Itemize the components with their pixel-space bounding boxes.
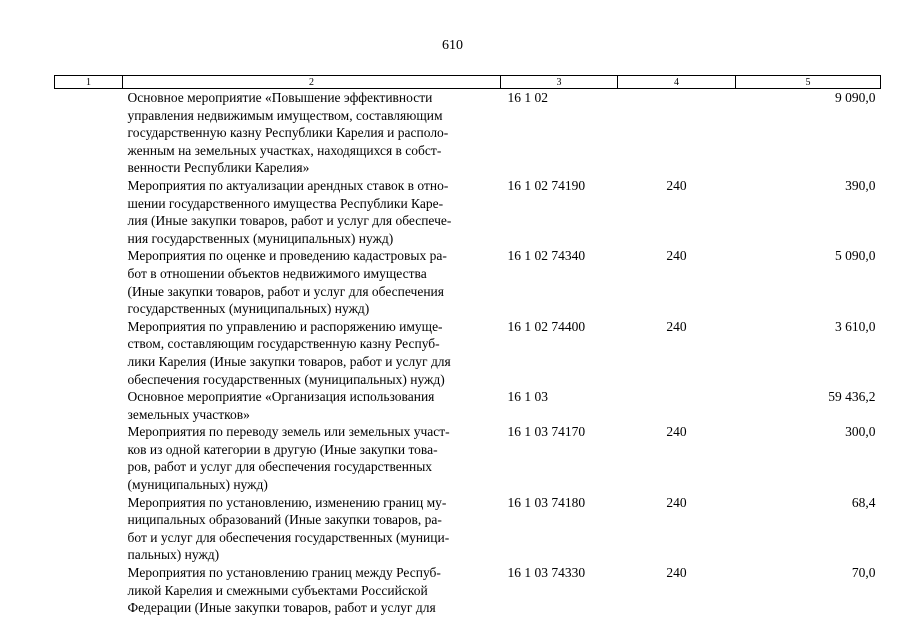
row-amount: 3 610,0: [835, 318, 876, 334]
row-code: 16 1 03 74180: [507, 494, 586, 510]
row-code: 16 1 03 74330: [507, 565, 586, 581]
table-row: [55, 494, 881, 564]
description-line: шении государственного имущества Республики Каре-: [127, 195, 444, 211]
row-number-cell: [55, 423, 123, 493]
description-line: ков из одной категории в другую (Иные закупки това-: [127, 441, 438, 457]
row-expense-type: 240: [666, 318, 687, 334]
row-expense-type: 240: [666, 494, 687, 510]
row-expense-type: 240: [666, 424, 687, 440]
row-number-cell: [55, 318, 123, 388]
budget-table: [54, 75, 881, 617]
row-amount: 9 090,0: [835, 90, 876, 105]
table-row: [55, 247, 881, 317]
description-line: (муниципальных) нужд): [127, 477, 268, 493]
row-description: [123, 177, 501, 247]
description-line: (Иные закупки товаров, работ и услуг для обеспечения: [127, 283, 444, 299]
row-code: 16 1 03 74170: [507, 424, 586, 440]
description-line: женным на земельных участках, находящихся в собст-: [127, 142, 442, 158]
description-line: бот и услуг для обеспечения государственных (муници-: [127, 529, 450, 545]
description-line: земельных участков»: [127, 406, 250, 422]
row-number-cell: [55, 494, 123, 564]
table-row: [55, 89, 881, 177]
table-row: [55, 318, 881, 388]
row-code: 16 1 02 74340: [507, 248, 586, 264]
row-code: 16 1 02 74400: [507, 318, 586, 334]
row-description: [123, 318, 501, 388]
description-line: Мероприятия по управлению и распоряжению имуще-: [127, 318, 443, 334]
header-col-1: 1: [55, 76, 123, 89]
header-col-3: 3: [501, 76, 618, 89]
row-amount: 59 436,2: [828, 389, 876, 405]
description-line: Федерации (Иные закупки товаров, работ и услуг для: [127, 600, 436, 616]
row-expense-type: [618, 388, 736, 423]
table-row: [55, 177, 881, 247]
row-description: [123, 494, 501, 564]
row-amount: 300,0: [845, 424, 876, 440]
row-number-cell: [55, 177, 123, 247]
description-line: Мероприятия по установлению границ между Респуб-: [127, 565, 441, 581]
header-row: [55, 76, 881, 89]
description-line: пальных) нужд): [127, 547, 220, 563]
description-line: Мероприятия по переводу земель или земельных участ-: [127, 424, 450, 440]
row-code: 16 1 02: [507, 90, 548, 105]
description-line: лики Карелия (Иные закупки товаров, работ и услуг для: [127, 353, 451, 369]
description-line: ликой Карелия и смежными субъектами Российской: [127, 582, 428, 598]
row-amount: 70,0: [851, 565, 876, 581]
table-header: [55, 76, 881, 89]
row-description: [123, 388, 501, 423]
description-line: Мероприятия по оценке и проведению кадастровых ра-: [127, 248, 447, 264]
table-row: [55, 388, 881, 423]
header-col-4: 4: [618, 76, 736, 89]
row-amount: 390,0: [845, 177, 876, 193]
row-amount: 5 090,0: [835, 248, 876, 264]
description-line: ством, составляющим государственную казну Респуб-: [127, 336, 440, 352]
row-description: [123, 89, 501, 177]
table-body: [55, 89, 881, 617]
row-code: 16 1 03: [507, 389, 548, 405]
description-line: венности Республики Карелия»: [127, 160, 310, 176]
description-line: бот в отношении объектов недвижимого имущества: [127, 265, 427, 281]
description-line: управления недвижимым имуществом, составляющим: [127, 107, 443, 123]
description-line: ния государственных (муниципальных) нужд): [127, 230, 394, 246]
row-expense-type: 240: [666, 177, 687, 193]
row-expense-type: 240: [666, 248, 687, 264]
description-line: государственных (муниципальных) нужд): [127, 301, 370, 317]
row-expense-type: [618, 89, 736, 177]
description-line: Основное мероприятие «Повышение эффективности: [127, 90, 433, 105]
description-line: Мероприятия по установлению, изменению границ му-: [127, 494, 447, 510]
description-line: Основное мероприятие «Организация использования: [127, 389, 435, 405]
table-row: [55, 564, 881, 617]
row-description: [123, 564, 501, 617]
row-number-cell: [55, 89, 123, 177]
row-expense-type: 240: [666, 565, 687, 581]
row-description: [123, 423, 501, 493]
header-col-2: 2: [123, 76, 501, 89]
row-number-cell: [55, 247, 123, 317]
description-line: лия (Иные закупки товаров, работ и услуг для обеспече-: [127, 213, 452, 229]
description-line: обеспечения государственных (муниципальных) нужд): [127, 371, 445, 387]
page-number: 610: [442, 38, 463, 53]
row-amount: 68,4: [851, 494, 876, 510]
row-code: 16 1 02 74190: [507, 177, 586, 193]
description-line: ниципальных образований (Иные закупки товаров, ра-: [127, 512, 442, 528]
header-col-5: 5: [736, 76, 881, 89]
row-number-cell: [55, 388, 123, 423]
description-line: ров, работ и услуг для обеспечения государственных: [127, 459, 433, 475]
row-description: [123, 247, 501, 317]
table-row: [55, 423, 881, 493]
row-number-cell: [55, 564, 123, 617]
description-line: Мероприятия по актуализации арендных ставок в отно-: [127, 177, 449, 193]
description-line: государственную казну Республики Карелия и располо-: [127, 125, 449, 141]
